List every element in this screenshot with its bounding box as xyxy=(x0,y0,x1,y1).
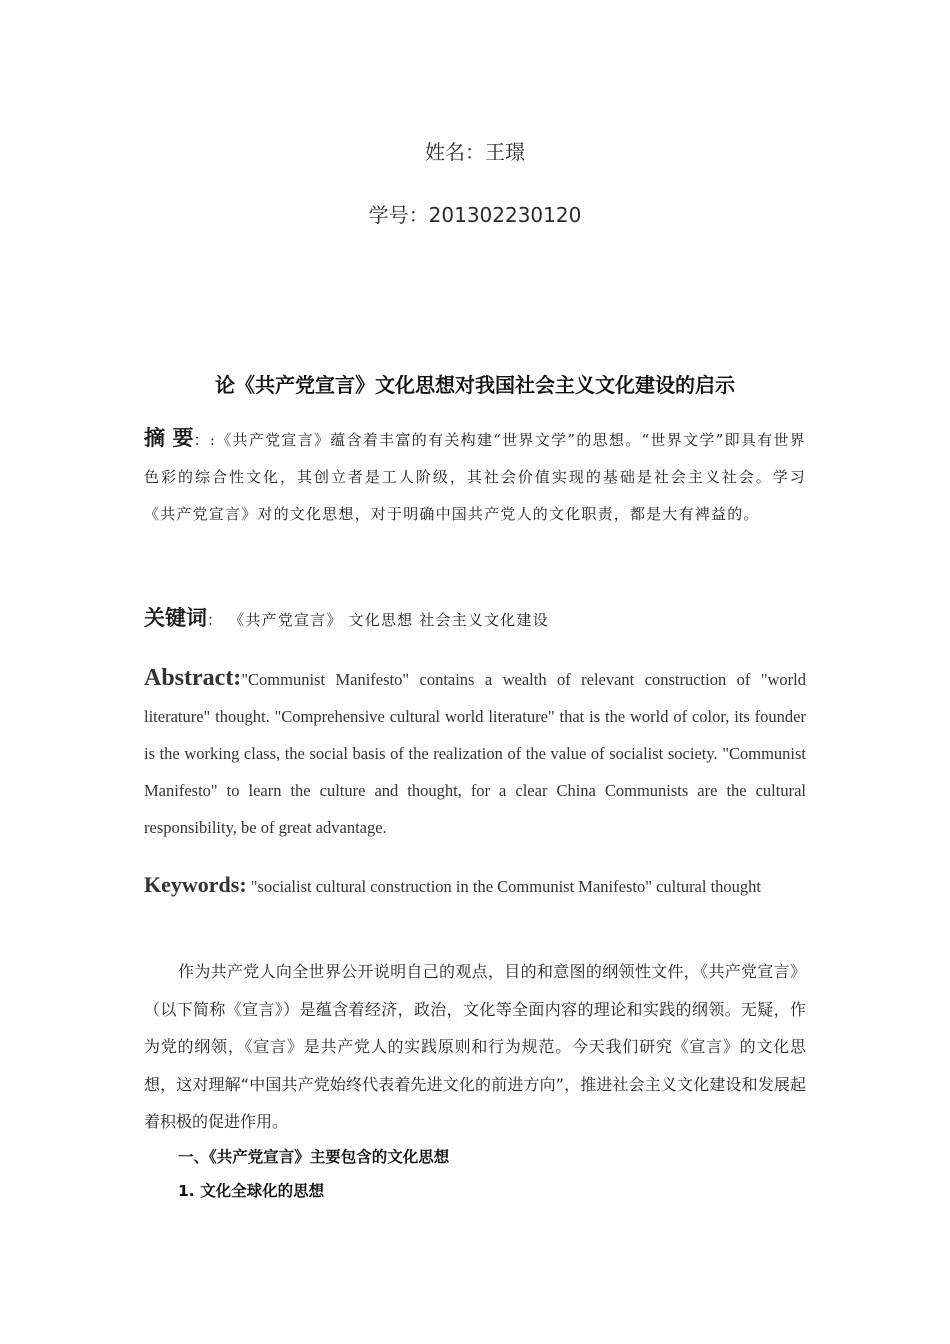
chinese-keywords-label: 关键词 xyxy=(144,606,207,630)
chinese-abstract xyxy=(144,420,806,533)
english-keywords-text: "socialist cultural construction in the Communist Manifesto" cultural thought xyxy=(246,877,762,896)
english-abstract-label: Abstract: xyxy=(144,665,242,691)
chinese-abstract-label: 摘 要 xyxy=(144,426,194,450)
chinese-keywords xyxy=(144,602,806,632)
paper-title: 论《共产党宣言》文化思想对我国社会主义文化建设的启示 xyxy=(215,373,735,397)
english-abstract-text: "Communist Manifesto" contains a wealth of relevant construction of "world literature" thought. "Comprehensive cultural world literature" that is the world of color, its founder is the working class, the social basis of the realization of the value of socialist society. "Communist Manifesto" to learn the culture and thought, for a clear China Communists are the cultural responsibility, be of great advantage. xyxy=(144,670,806,837)
english-keywords-label: Keywords: xyxy=(144,872,247,897)
chinese-abstract-text: :《共产党宣言》蕴含着丰富的有关构建“世界文学”的思想。“世界文学”即具有世界色彩的综合性文化，其创立者是工人阶级，其社会价值实现的基础是社会主义社会。学习《共产党宣言》对的文化思想，对于明确中国共产党人的文化职责，都是大有裨益的。 xyxy=(144,431,806,523)
subsection-heading-1: 1. 文化全球化的思想 xyxy=(178,1182,325,1200)
chinese-abstract-colon: ： xyxy=(193,431,210,449)
chinese-keywords-colon: ： xyxy=(207,611,224,629)
intro-paragraph: 作为共产党人向全世界公开说明自己的观点，目的和意图的纲领性文件，《共产党宣言》（以下简称《宣言》）是蕴含着经济，政治，文化等全面内容的理论和实践的纲领。无疑，作为党的纲领，《宣言》是共产党人的实践原则和行为规范。今天我们研究《宣言》的文化思想，这对理解“中国共产党始终代表着先进文化的前进方向”，推进社会主义文化建设和发展起着积极的促进作用。 xyxy=(144,962,806,1131)
english-keywords xyxy=(144,872,806,898)
student-id: 学号：201302230120 xyxy=(368,203,582,227)
chinese-keywords-text: 《共产党宣言》 文化思想 社会主义文化建设 xyxy=(223,611,549,629)
section-heading-1: 一、《共产党宣言》主要包含的文化思想 xyxy=(178,1148,450,1166)
english-abstract xyxy=(144,660,806,846)
student-name: 姓名：王璟 xyxy=(425,140,525,164)
